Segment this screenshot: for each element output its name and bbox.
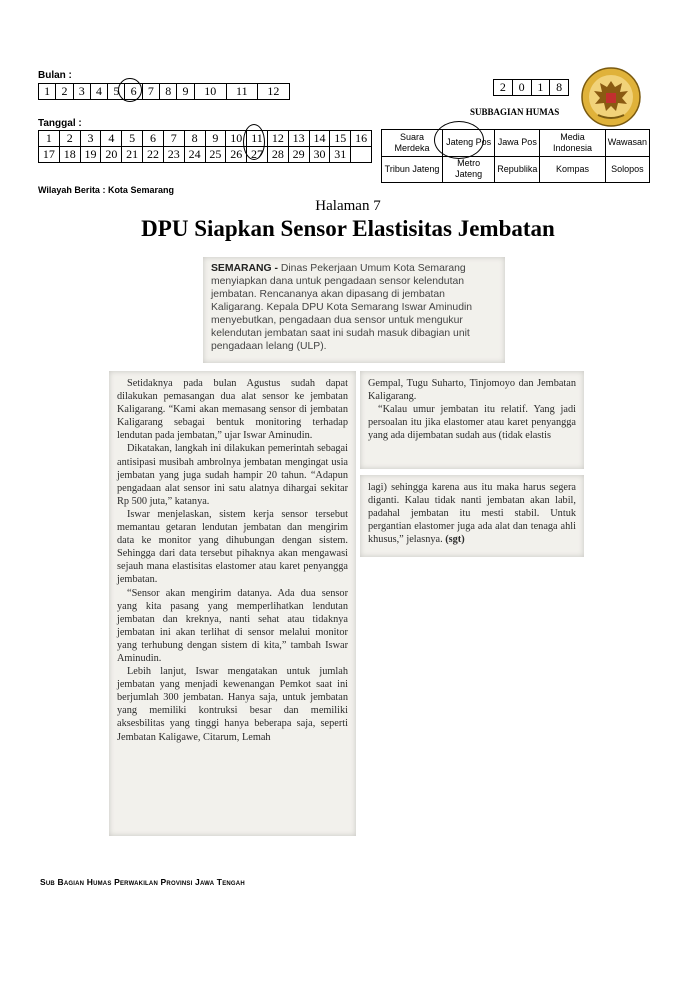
date-cell: 12 (267, 131, 288, 147)
date-cell: 2 (59, 131, 80, 147)
month-cell: 12 (257, 84, 289, 100)
year-digit-cell: 8 (550, 80, 569, 96)
lead-city: SEMARANG - (211, 263, 278, 274)
date-cell: 16 (351, 131, 372, 147)
month-grid (38, 83, 290, 100)
article-title: DPU Siapkan Sensor Elastisitas Jembatan (141, 216, 555, 241)
newspaper-table (381, 129, 650, 183)
date-cell: 8 (184, 131, 205, 147)
month-cell: 6 (125, 84, 142, 100)
month-cell: 10 (194, 84, 226, 100)
author-sign: (sgt) (445, 534, 465, 546)
month-cell: 1 (39, 84, 56, 100)
garuda-emblem (578, 67, 644, 127)
date-cell: 29 (288, 147, 309, 163)
date-cell: 31 (330, 147, 351, 163)
month-cell: 11 (226, 84, 257, 100)
date-cell: 30 (309, 147, 330, 163)
date-cell: 7 (163, 131, 184, 147)
year-grid (493, 79, 569, 96)
month-cell: 8 (160, 84, 177, 100)
date-cell: 9 (205, 131, 226, 147)
paragraph: Iswar menjelaskan, sistem kerja sensor tersebut memantau getaran lendutan jembatan dan mengirim data ke monitor yang dihubungan dengan sistem. Sehingga dari data tersebut pihaknya akan mengawasi sejauh mana elastisitas elastomer atau karet penyangga jembatan. (117, 508, 348, 586)
date-cell: 22 (143, 147, 164, 163)
paragraph: “Kalau umur jembatan itu relatif. Yang jadi persoalan itu jika elastomer atau karet penyangga yang ada dijembatan sudah aus (tidak elastis (368, 404, 576, 442)
footer-text: Sub Bagian Humas Perwakilan Provinsi Jawa Tengah (40, 877, 245, 887)
date-cell: 18 (59, 147, 80, 163)
tanggal-label: Tanggal : (38, 118, 82, 129)
month-cell: 5 (108, 84, 125, 100)
newspaper-cell: Solopos (605, 156, 649, 183)
date-cell: 23 (163, 147, 184, 163)
date-cell: 13 (288, 131, 309, 147)
wilayah-label: Wilayah Berita : Kota Semarang (38, 185, 174, 195)
date-grid (38, 130, 372, 163)
date-cell (351, 147, 372, 163)
date-cell: 21 (122, 147, 143, 163)
date-cell: 26 (226, 147, 247, 163)
date-cell: 1 (39, 131, 60, 147)
month-cell: 3 (73, 84, 90, 100)
date-cell: 20 (101, 147, 122, 163)
newspaper-cell: Tribun Jateng (382, 156, 443, 183)
date-cell: 5 (122, 131, 143, 147)
column-1-clipping (109, 371, 356, 836)
paragraph: Gempal, Tugu Suharto, Tinjomoyo dan Jembatan Kaligarang. (368, 378, 576, 403)
newspaper-cell: Wawasan (605, 130, 649, 157)
paragraph: Setidaknya pada bulan Agustus sudah dapat dilakukan pemasangan dua alat sensor ke jembatan Kaligarang. “Kami akan memasang sensor di jembatan Kaligarang sebagai bentuk monitoring terhadap lendutan pada jembatan,” ujar Iswar Aminudin. (117, 378, 348, 442)
newspaper-cell: Metro Jateng (443, 156, 495, 183)
date-cell: 6 (143, 131, 164, 147)
newspaper-cell: Jawa Pos (495, 130, 540, 157)
closing-text: lagi) sehingga karena aus itu maka harus segera diganti. Kalau tidak nanti jembatan akan labil, padahal jembatan itu mesti stabil. Untuk pergantian elastomer juga ada alat dan tenaga ahli khusus,” jelasnya. (368, 482, 576, 546)
month-cell: 9 (177, 84, 194, 100)
date-cell: 25 (205, 147, 226, 163)
newspaper-cell: Jateng Pos (443, 130, 495, 157)
date-cell: 10 (226, 131, 247, 147)
bulan-label: Bulan : (38, 70, 72, 81)
month-cell: 2 (56, 84, 73, 100)
newspaper-cell: Kompas (540, 156, 605, 183)
paragraph (368, 481, 576, 546)
page-label: Halaman 7 (315, 198, 381, 214)
date-cell: 11 (247, 131, 268, 147)
date-cell: 3 (80, 131, 101, 147)
paragraph: “Sensor akan mengirim datanya. Ada dua sensor yang kita pasang yang memperlihatkan lendutan jembatan dan kreknya, nanti sehat atau tidaknya jembatan ini akan terlihat di sensor melalui monitor yang terhubung dengan sistem di kita,” tambah Iswar Aminudin. (117, 587, 348, 664)
lead-clipping (203, 257, 505, 363)
paragraph: Lebih lanjut, Iswar mengatakan untuk jumlah jembatan yang menjadi kewenangan Pemkot saat ini berjumlah 300 jembatan. Hanya saja, untuk jembatan yang memiliki kontruksi besar dan memiliki aksesbilitas yang tinggi hanya beberapa saja, seperti Jembatan Kaligawe, Citarum, Lemah (117, 666, 348, 743)
newspaper-cell: Media Indonesia (540, 130, 605, 157)
newspaper-cell: Suara Merdeka (382, 130, 443, 157)
column-2-top-clipping (360, 371, 584, 469)
date-cell: 28 (267, 147, 288, 163)
date-cell: 19 (80, 147, 101, 163)
paragraph: Dikatakan, langkah ini dilakukan pemerintah sebagai antisipasi musibah ambrolnya jembatan mengingat usia jembatan yang juga sudah hampir 20 tahun. “Adapun pengadaan alat sensor ini satu alatnya dihargai sekitar Rp 500 juta,” katanya. (117, 443, 348, 507)
year-digit-cell: 2 (494, 80, 513, 96)
selected-month-circle (118, 78, 142, 102)
year-digit-cell: 1 (531, 80, 550, 96)
date-cell: 14 (309, 131, 330, 147)
date-cell: 4 (101, 131, 122, 147)
lead-text: Dinas Pekerjaan Umum Kota Semarang menyiapkan dana untuk pengadaan sensor kelendutan jembatan. Rencananya akan dipasang di jembatan Kaligarang. Kepala DPU Kota Semarang Iswar Aminudin menyebutkan, pengadaan dua sensor untuk mengukur kelendutan jembatan saat ini sudah masuk dibagian unit pengadaan lelang (ULP). (211, 263, 473, 352)
date-cell: 15 (330, 131, 351, 147)
month-cell: 4 (90, 84, 107, 100)
year-digit-cell: 0 (512, 80, 531, 96)
column-2-bottom-clipping (360, 475, 584, 557)
selected-newspaper-circle (434, 121, 484, 159)
newspaper-cell: Republika (495, 156, 540, 183)
date-cell: 17 (39, 147, 60, 163)
selected-date-circle (243, 124, 265, 160)
month-cell: 7 (142, 84, 159, 100)
date-cell: 24 (184, 147, 205, 163)
dept-name: SUBBAGIAN HUMAS (470, 107, 560, 117)
date-cell: 27 (247, 147, 268, 163)
